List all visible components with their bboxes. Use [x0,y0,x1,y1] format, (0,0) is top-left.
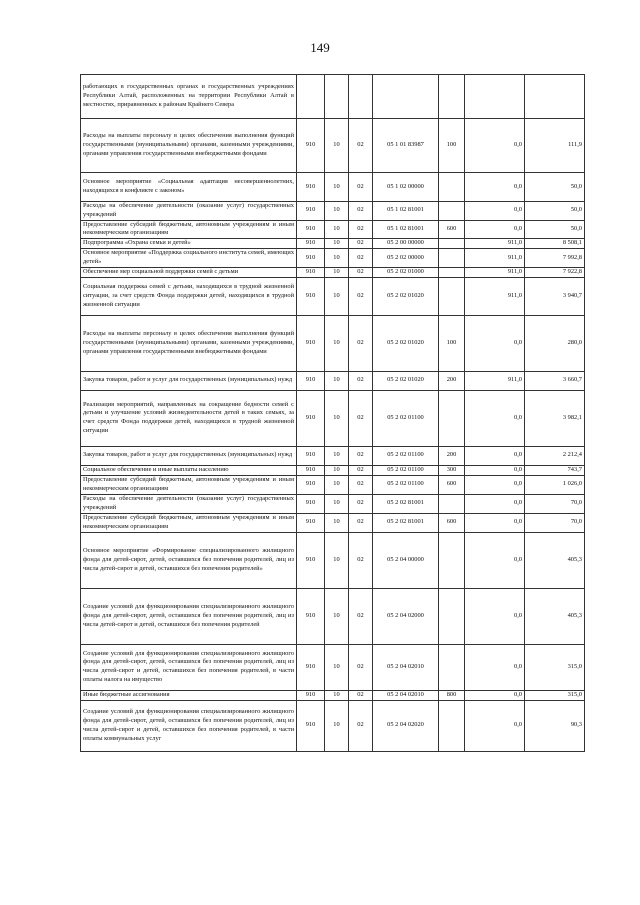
subsection-code-cell [349,75,373,119]
table-row [81,75,585,119]
admin-code-cell: 910 [297,465,325,475]
expense-type-cell: 100 [439,315,465,371]
target-code-cell: 05 2 04 02000 [373,588,439,644]
table-row [81,220,585,239]
subsection-code-cell: 02 [349,465,373,475]
amount-total-cell: 3 940,7 [525,277,585,315]
amount-total-cell: 50,0 [525,173,585,202]
table-row [81,690,585,700]
subsection-code-cell: 02 [349,277,373,315]
amount-total-cell: 7 992,8 [525,249,585,268]
expense-type-cell [439,249,465,268]
admin-code-cell: 910 [297,390,325,446]
amount-cell: 0,0 [465,220,525,239]
amount-cell: 911,0 [465,277,525,315]
admin-code-cell: 910 [297,239,325,249]
expense-type-cell [439,277,465,315]
target-code-cell: 05 2 02 01020 [373,277,439,315]
section-code-cell: 10 [325,588,349,644]
budget-table [80,74,585,752]
subsection-code-cell: 02 [349,690,373,700]
row-name-cell: Основное мероприятие «Формирование специализированного жилищного фонда для детей-сирот, детей, оставшихся без попечения родителей, лиц из числа детей-сирот и детей, оставшихся без попечения родителей» [81,532,297,588]
expense-type-cell: 100 [439,119,465,173]
table-row [81,700,585,751]
amount-total-cell: 50,0 [525,220,585,239]
row-name-cell: Создание условий для функционирования специализированного жилищного фонда для детей-сирот, детей, оставшихся без попечения родителей, лиц из числа детей-сирот и детей, оставшихся без попечения родителей [81,588,297,644]
subsection-code-cell: 02 [349,513,373,532]
subsection-code-cell: 02 [349,315,373,371]
expense-type-cell: 200 [439,371,465,390]
subsection-code-cell: 02 [349,220,373,239]
table-row [81,446,585,465]
admin-code-cell: 910 [297,644,325,690]
row-name-cell: Предоставление субсидий бюджетным, автономным учреждениям и иным некоммерческим организациям [81,475,297,494]
subsection-code-cell: 02 [349,446,373,465]
amount-cell: 0,0 [465,644,525,690]
expense-type-cell: 600 [439,475,465,494]
amount-total-cell: 405,3 [525,532,585,588]
row-name-cell: Обеспечение мер социальной поддержки семей с детьми [81,267,297,277]
amount-cell: 911,0 [465,249,525,268]
section-code-cell: 10 [325,494,349,513]
target-code-cell [373,75,439,119]
admin-code-cell: 910 [297,315,325,371]
expense-type-cell [439,267,465,277]
expense-type-cell [439,588,465,644]
subsection-code-cell: 02 [349,249,373,268]
target-code-cell: 05 2 04 02010 [373,690,439,700]
amount-cell: 0,0 [465,173,525,202]
amount-total-cell: 90,3 [525,700,585,751]
table-row [81,315,585,371]
section-code-cell: 10 [325,119,349,173]
target-code-cell: 05 2 02 01020 [373,315,439,371]
table-row [81,119,585,173]
section-code-cell: 10 [325,220,349,239]
amount-total-cell: 7 922,8 [525,267,585,277]
table-row [81,249,585,268]
admin-code-cell: 910 [297,588,325,644]
section-code-cell: 10 [325,644,349,690]
expense-type-cell: 800 [439,690,465,700]
target-code-cell: 05 1 01 83987 [373,119,439,173]
section-code-cell: 10 [325,390,349,446]
subsection-code-cell: 02 [349,588,373,644]
target-code-cell: 05 2 02 00000 [373,249,439,268]
row-name-cell: Основное мероприятие «Социальная адаптация несовершеннолетних, находящихся в конфликте с законом» [81,173,297,202]
subsection-code-cell: 02 [349,371,373,390]
table-body [81,75,585,752]
admin-code-cell: 910 [297,371,325,390]
subsection-code-cell: 02 [349,644,373,690]
row-name-cell: Основное мероприятие «Поддержка социального института семей, имеющих детей» [81,249,297,268]
amount-cell: 911,0 [465,267,525,277]
amount-cell: 0,0 [465,700,525,751]
row-name-cell: Расходы на выплаты персоналу в целях обеспечения выполнения функций государственными (муниципальными) органами, казенными учреждениями, органами управления государственными внебюджетными фондами [81,315,297,371]
expense-type-cell [439,202,465,221]
section-code-cell: 10 [325,277,349,315]
admin-code-cell: 910 [297,532,325,588]
subsection-code-cell: 02 [349,532,373,588]
target-code-cell: 05 2 04 02020 [373,700,439,751]
amount-cell: 0,0 [465,475,525,494]
row-name-cell: Предоставление субсидий бюджетным, автономным учреждениям и иным некоммерческим организациям [81,220,297,239]
target-code-cell: 05 1 02 00000 [373,173,439,202]
amount-total-cell: 1 026,0 [525,475,585,494]
row-name-cell: Социальное обеспечение и иные выплаты населению [81,465,297,475]
row-name-cell: Создание условий для функционирования специализированного жилищного фонда для детей-сирот, детей, оставшихся без попечения родителей, лиц из числа детей-сирот и детей, оставшихся без попечения родителей, в части оплаты налога на имущество [81,644,297,690]
table-row [81,465,585,475]
admin-code-cell: 910 [297,173,325,202]
admin-code-cell: 910 [297,119,325,173]
row-name-cell: Иные бюджетные ассигнования [81,690,297,700]
row-name-cell: Расходы на выплаты персоналу в целях обеспечения выполнения функций государственными (муниципальными) органами, казенными учреждениями, органами управления государственными внебюджетными фондами [81,119,297,173]
target-code-cell: 05 2 02 01100 [373,465,439,475]
table-row [81,173,585,202]
amount-total-cell: 280,0 [525,315,585,371]
amount-cell: 0,0 [465,588,525,644]
subsection-code-cell: 02 [349,475,373,494]
admin-code-cell: 910 [297,277,325,315]
amount-cell: 0,0 [465,465,525,475]
admin-code-cell: 910 [297,700,325,751]
amount-total-cell: 405,3 [525,588,585,644]
amount-total-cell: 3 660,7 [525,371,585,390]
amount-cell: 0,0 [465,446,525,465]
table-row [81,277,585,315]
row-name-cell: Расходы на обеспечение деятельности (оказание услуг) государственных учреждений [81,202,297,221]
section-code-cell: 10 [325,371,349,390]
subsection-code-cell: 02 [349,239,373,249]
section-code-cell: 10 [325,475,349,494]
subsection-code-cell: 02 [349,267,373,277]
table-row [81,371,585,390]
admin-code-cell: 910 [297,494,325,513]
subsection-code-cell: 02 [349,494,373,513]
row-name-cell: Закупка товаров, работ и услуг для государственных (муниципальных) нужд [81,446,297,465]
amount-total-cell: 50,0 [525,202,585,221]
target-code-cell: 05 2 02 01100 [373,446,439,465]
row-name-cell: Расходы на обеспечение деятельности (оказание услуг) государственных учреждений [81,494,297,513]
amount-cell: 911,0 [465,239,525,249]
target-code-cell: 05 2 02 01020 [373,371,439,390]
target-code-cell: 05 2 02 81001 [373,513,439,532]
section-code-cell: 10 [325,202,349,221]
section-code-cell: 10 [325,513,349,532]
subsection-code-cell: 02 [349,700,373,751]
target-code-cell: 05 1 02 81001 [373,220,439,239]
row-name-cell: работающих в государственных органах и государственных учреждениях Республики Алтай, расположенных на территории Республики Алтай в местностях, приравненных к районам Крайнего Севера [81,75,297,119]
amount-total-cell: 743,7 [525,465,585,475]
amount-total-cell: 111,9 [525,119,585,173]
table-row [81,267,585,277]
admin-code-cell: 910 [297,513,325,532]
amount-total-cell: 2 212,4 [525,446,585,465]
admin-code-cell: 910 [297,267,325,277]
amount-total-cell: 70,0 [525,494,585,513]
target-code-cell: 05 2 02 01100 [373,475,439,494]
target-code-cell: 05 2 04 00000 [373,532,439,588]
admin-code-cell: 910 [297,446,325,465]
table-row [81,532,585,588]
row-name-cell: Социальная поддержка семей с детьми, находящихся в трудной жизненной ситуации, за счет средств Фонда поддержки детей, находящихся в трудной жизненной ситуации [81,277,297,315]
target-code-cell: 05 1 02 81001 [373,202,439,221]
row-name-cell: Реализация мероприятий, направленных на сокращение бедности семей с детьми и улучшение условий жизнедеятельности детей в таких семьях, за счет средств Фонда поддержки детей, находящихся в трудной жизненной ситуации [81,390,297,446]
expense-type-cell: 300 [439,465,465,475]
table-row [81,494,585,513]
row-name-cell: Подпрограмма «Охрана семьи и детей» [81,239,297,249]
amount-total-cell: 315,0 [525,644,585,690]
row-name-cell: Предоставление субсидий бюджетным, автономным учреждениям и иным некоммерческим организациям [81,513,297,532]
amount-cell: 0,0 [465,202,525,221]
section-code-cell: 10 [325,446,349,465]
amount-cell: 0,0 [465,513,525,532]
expense-type-cell [439,239,465,249]
subsection-code-cell: 02 [349,119,373,173]
section-code-cell: 10 [325,315,349,371]
target-code-cell: 05 2 04 02010 [373,644,439,690]
section-code-cell: 10 [325,700,349,751]
expense-type-cell [439,644,465,690]
row-name-cell: Закупка товаров, работ и услуг для государственных (муниципальных) нужд [81,371,297,390]
target-code-cell: 05 2 00 00000 [373,239,439,249]
target-code-cell: 05 2 02 01100 [373,390,439,446]
amount-cell: 0,0 [465,315,525,371]
subsection-code-cell: 02 [349,173,373,202]
expense-type-cell [439,700,465,751]
expense-type-cell [439,75,465,119]
amount-cell: 0,0 [465,532,525,588]
admin-code-cell: 910 [297,690,325,700]
subsection-code-cell: 02 [349,390,373,446]
amount-cell [465,75,525,119]
table-row [81,644,585,690]
admin-code-cell: 910 [297,475,325,494]
section-code-cell: 10 [325,173,349,202]
section-code-cell: 10 [325,465,349,475]
target-code-cell: 05 2 02 81001 [373,494,439,513]
expense-type-cell [439,390,465,446]
expense-type-cell: 600 [439,513,465,532]
amount-cell: 0,0 [465,390,525,446]
expense-type-cell: 600 [439,220,465,239]
expense-type-cell [439,532,465,588]
section-code-cell: 10 [325,532,349,588]
amount-cell: 0,0 [465,119,525,173]
expense-type-cell: 200 [439,446,465,465]
table-row [81,588,585,644]
admin-code-cell [297,75,325,119]
section-code-cell: 10 [325,249,349,268]
table-row [81,390,585,446]
amount-total-cell: 3 982,1 [525,390,585,446]
amount-total-cell: 70,0 [525,513,585,532]
amount-total-cell [525,75,585,119]
amount-total-cell: 315,0 [525,690,585,700]
section-code-cell [325,75,349,119]
expense-type-cell [439,173,465,202]
admin-code-cell: 910 [297,202,325,221]
amount-cell: 911,0 [465,371,525,390]
section-code-cell: 10 [325,690,349,700]
amount-total-cell: 8 508,1 [525,239,585,249]
admin-code-cell: 910 [297,220,325,239]
table-row [81,202,585,221]
row-name-cell: Создание условий для функционирования специализированного жилищного фонда для детей-сирот, детей, оставшихся без попечения родителей, лиц из числа детей-сирот и детей, оставшихся без попечения родителей, в части оплаты коммунальных услуг [81,700,297,751]
section-code-cell: 10 [325,267,349,277]
admin-code-cell: 910 [297,249,325,268]
amount-cell: 0,0 [465,690,525,700]
target-code-cell: 05 2 02 01000 [373,267,439,277]
page-number: 149 [310,40,330,55]
table-row [81,475,585,494]
amount-cell: 0,0 [465,494,525,513]
section-code-cell: 10 [325,239,349,249]
table-row [81,239,585,249]
table-row [81,513,585,532]
subsection-code-cell: 02 [349,202,373,221]
expense-type-cell [439,494,465,513]
